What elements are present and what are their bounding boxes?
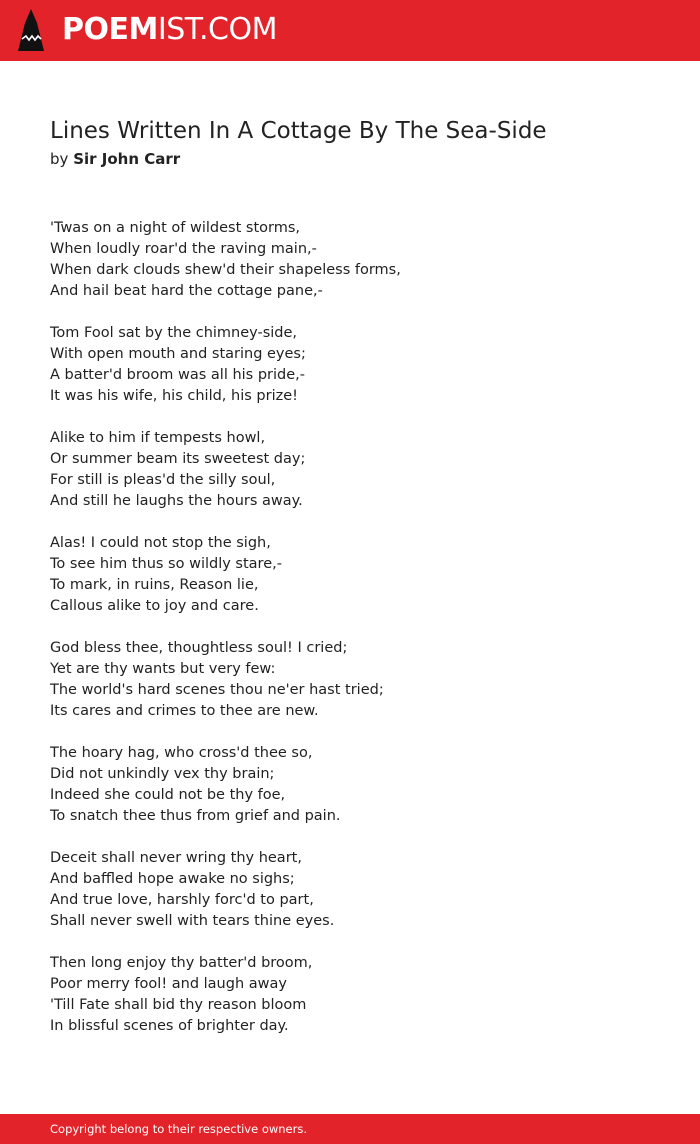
poem-line: A batter'd broom was all his pride,- [50,367,305,383]
poem-line: Indeed she could not be thy foe, [50,787,286,803]
poem-line: To mark, in ruins, Reason lie, [50,577,259,593]
poem-line: Or summer beam its sweetest day; [50,451,306,467]
poem-line: Poor merry fool! and laugh away [50,976,287,992]
poem-line: The hoary hag, who cross'd thee so, [50,745,313,761]
poem-body [50,218,670,1058]
stanza [50,218,670,302]
stanza [50,848,670,932]
poem-line: And baffled hope awake no sighs; [50,871,295,887]
poem-line: Alas! I could not stop the sigh, [50,535,271,551]
copyright-notice: Copyright belong to their respective owners. [50,1122,308,1136]
author-name: Sir John Carr [73,150,181,168]
stanza [50,323,670,407]
stanza [50,638,670,722]
poem-line: Tom Fool sat by the chimney-side, [50,325,298,341]
stanza [50,533,670,617]
poem-line: Alike to him if tempests howl, [50,430,266,446]
poem-title: Lines Written In A Cottage By The Sea-Side [50,118,547,144]
by-label: by [50,150,69,168]
poem-line: Its cares and crimes to thee are new. [50,703,319,719]
poem-line: When loudly roar'd the raving main,- [50,241,317,257]
poem-line: And still he laughs the hours away. [50,493,303,509]
poem-line: Callous alike to joy and care. [50,598,259,614]
poem-line: To snatch thee thus from grief and pain. [50,808,341,824]
byline [50,148,180,170]
poem-line: Did not unkindly vex thy brain; [50,766,275,782]
site-header [0,0,700,61]
poem-line: In blissful scenes of brighter day. [50,1018,289,1034]
site-logo[interactable] [62,12,277,48]
poem-line: 'Till Fate shall bid thy reason bloom [50,997,307,1013]
logo-text-light: IST.COM [157,12,277,47]
poem-line: The world's hard scenes thou ne'er hast tried; [50,682,384,698]
poem-line: And hail beat hard the cottage pane,- [50,283,323,299]
poem-line: God bless thee, thoughtless soul! I cried; [50,640,348,656]
stanza [50,953,670,1037]
poem-line: It was his wife, his child, his prize! [50,388,298,404]
poem-line: And true love, harshly forc'd to part, [50,892,314,908]
poem-line: To see him thus so wildly stare,- [50,556,282,572]
poem-line: 'Twas on a night of wildest storms, [50,220,301,236]
poem-line: For still is pleas'd the silly soul, [50,472,276,488]
poem-line: Then long enjoy thy batter'd broom, [50,955,313,971]
poem-line: With open mouth and staring eyes; [50,346,306,362]
logo-text-bold: POEM [62,12,158,47]
poem-line: When dark clouds shew'd their shapeless forms, [50,262,401,278]
stanza [50,428,670,512]
stanza [50,743,670,827]
poem-line: Shall never swell with tears thine eyes. [50,913,335,929]
poem-line: Deceit shall never wring thy heart, [50,850,302,866]
site-footer [0,1114,700,1144]
poem-line: Yet are thy wants but very few: [50,661,276,677]
pencil-tip-icon[interactable] [17,9,45,53]
